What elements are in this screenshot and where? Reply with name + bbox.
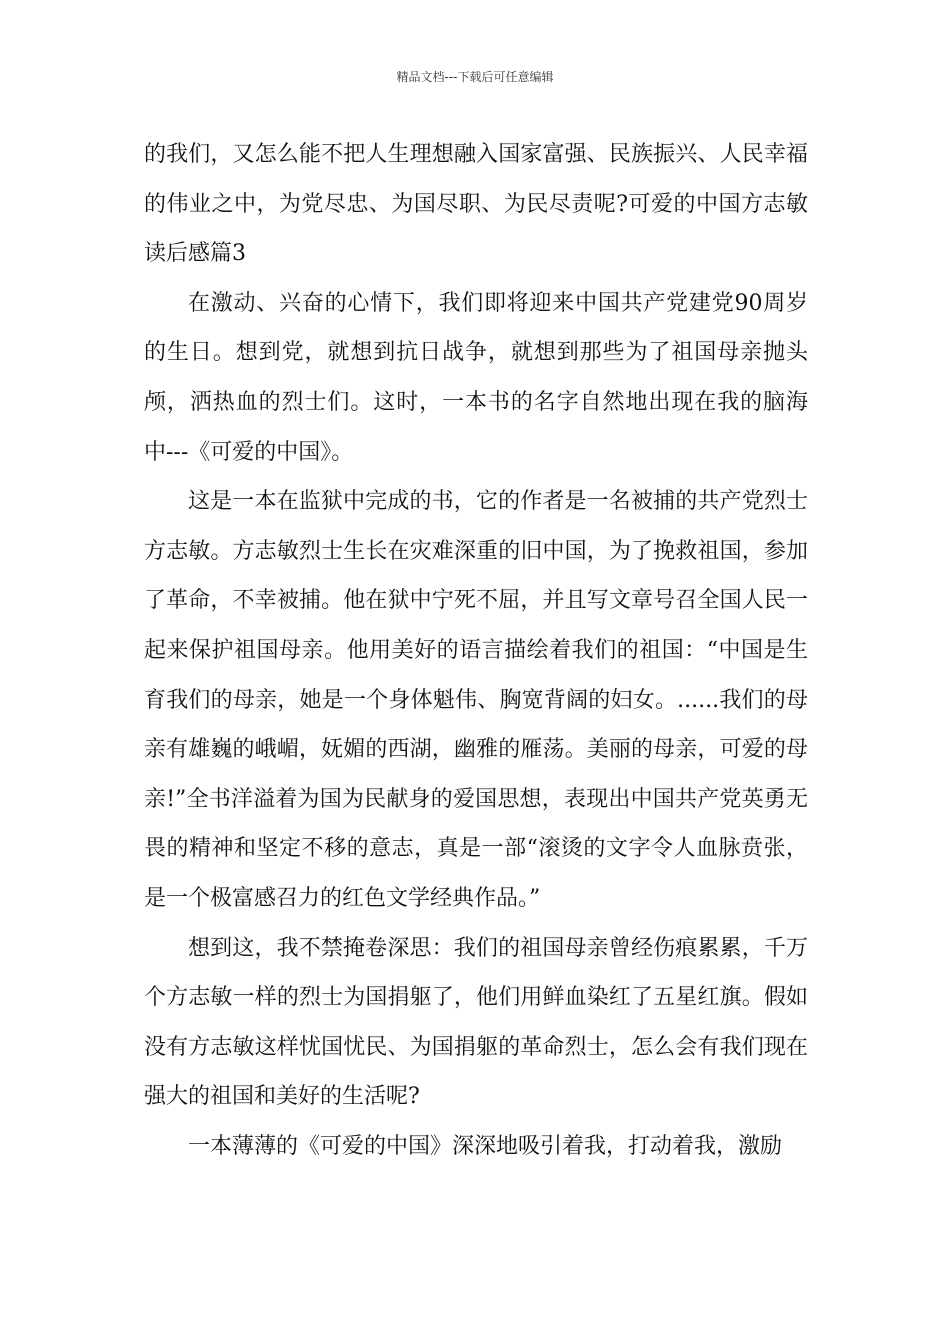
page-header: 精品文档---下载后可任意编辑 <box>396 70 554 84</box>
paragraph-closing: 一本薄薄的《可爱的中国》深深地吸引着我，打动着我，激励 <box>188 1133 783 1159</box>
paragraph-intro: 在激动、兴奋的心情下，我们即将迎来中国共产党建党90周岁的生日。想到党，就想到抗日战争，就想到那些为了祖国母亲抛头颅，洒热血的烈士们。这时，一本书的名字自然地出现在我的脑海中---《可爱的中国》。 <box>144 290 808 465</box>
document-body <box>144 130 808 1171</box>
paragraph-book-description: 这是一本在监狱中完成的书，它的作者是一名被捕的共产党烈士方志敏。方志敏烈士生长在灾难深重的旧中国，为了挽救祖国，参加了革命，不幸被捕。他在狱中宁死不屈，并且写文章号召全国人民一起来保护祖国母亲。他用美好的语言描绘着我们的祖国：“中国是生育我们的母亲，她是一个身体魁伟、胸宽背阔的妇女。......我们的母亲有雄巍的峨嵋，妩媚的西湖，幽雅的雁荡。美丽的母亲，可爱的母亲!”全书洋溢着为国为民献身的爱国思想，表现出中国共产党英勇无畏的精神和坚定不移的意志，真是一部“滚烫的文字令人血脉贲张，是一个极富感召力的红色文学经典作品。” <box>144 489 808 911</box>
paragraph-continuation: 的我们，又怎么能不把人生理想融入国家富强、民族振兴、人民幸福的伟业之中，为党尽忠、为国尽职、为民尽责呢?可爱的中国方志敏读后感篇3 <box>144 142 808 267</box>
paragraph-reflection: 想到这，我不禁掩卷深思：我们的祖国母亲曾经伤痕累累，千万个方志敏一样的烈士为国捐躯了，他们用鲜血染红了五星红旗。假如没有方志敏这样忧国忧民、为国捐躯的革命烈士，怎么会有我们现在强大的祖国和美好的生活呢? <box>144 935 808 1110</box>
